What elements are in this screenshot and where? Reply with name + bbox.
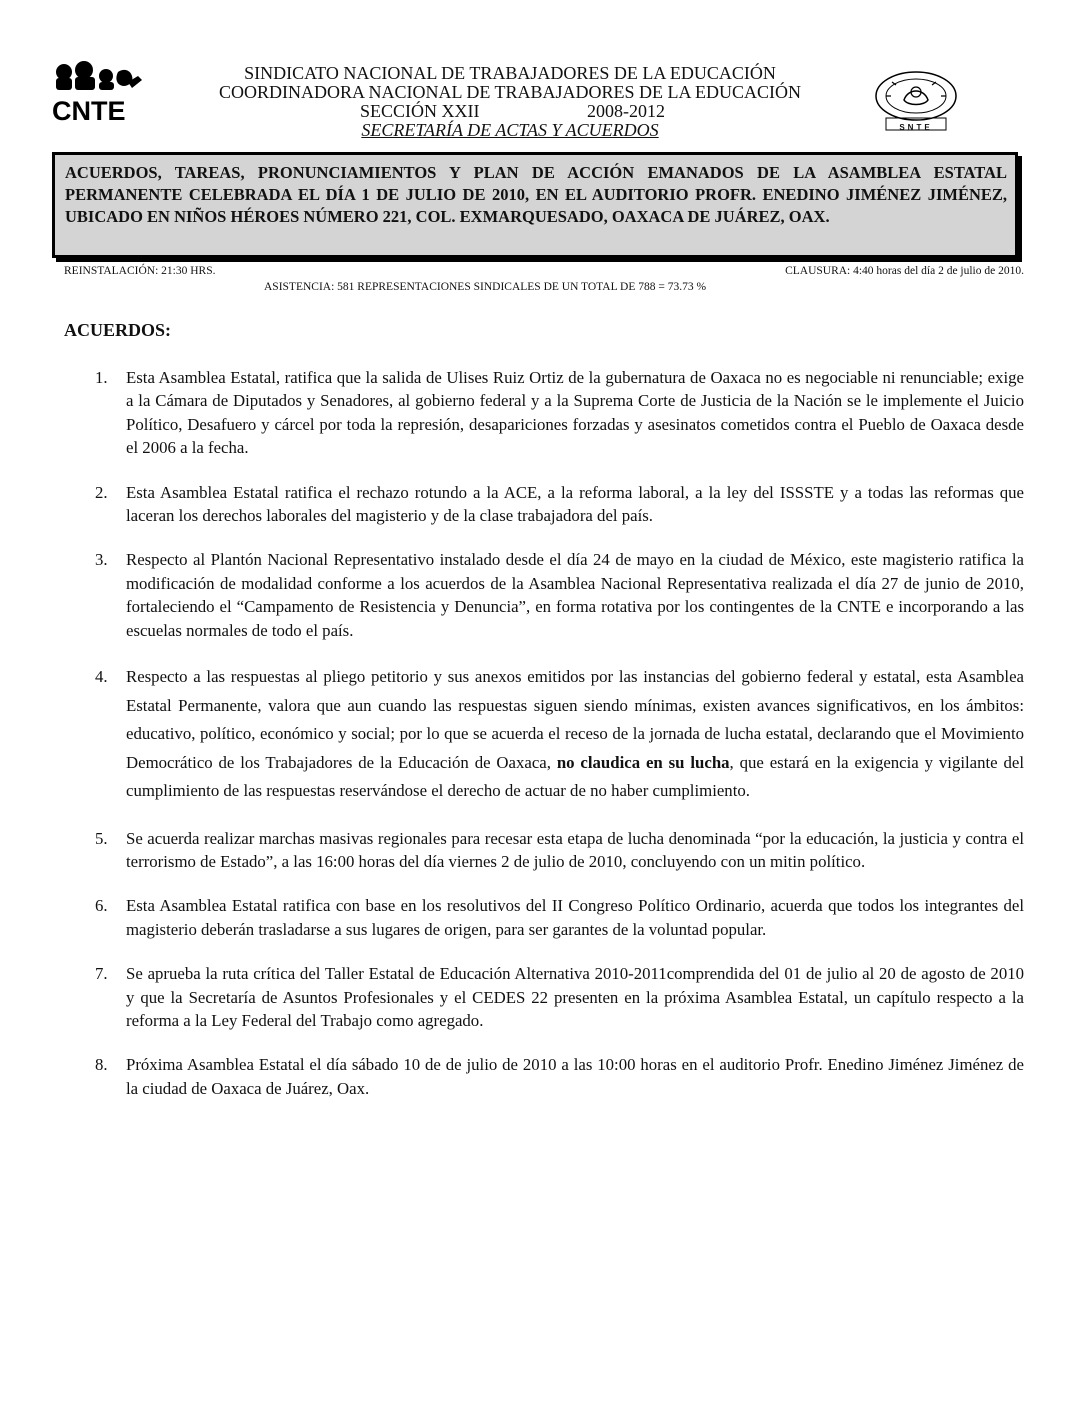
item-text: Próxima Asamblea Estatal el día sábado 10 de de julio de 2010 a las 10:00 horas en el auditorio Profr. Enedino Jiménez Jiménez de la ciudad de Oaxaca de Juárez, Oax. [126,1055,1024,1098]
item-number: 6. [95,896,108,916]
item-number: 5. [95,828,108,848]
item-text: Respecto a las respuestas al pliego petitorio y sus anexos emitidos por las instancias del gobierno federal y estatal, esta Asamblea Estatal Permanente, valora que aun cuando las respuestas siguen siendo mínimas, existen avances significativos, en los ámbitos: educativo, político, económico y social; por lo que se acuerda el receso de la jornada de lucha estatal, declarando que el Movimiento Democrático de los Trabajadores de la Educación de Oaxaca, [126,667,1024,772]
list-item [95,548,1024,642]
period-label: 2008-2012 [587,101,665,121]
clausura-text: CLAUSURA: 4:40 horas del día 2 de julio de 2010. [785,265,1024,277]
header-line-1: SINDICATO NACIONAL DE TRABAJADORES DE LA EDUCACIÓN [244,63,776,83]
item-text: Esta Asamblea Estatal, ratifica que la salida de Ulises Ruiz Ortiz de la gubernatura de Oaxaca no es negociable ni renunciable; exige a la Cámara de Diputados y Senadores, al gobierno federal y a la Suprema Corte de Justicia de la Nación se le implemente el Juicio Político, Desafuero y cárcel por toda la represión, desapariciones forzadas y asesinatos cometidos contra el Pueblo de Oaxaca desde el 2006 a la fecha. [126,368,1024,458]
seccion-label: SECCIÓN XXII [360,101,480,121]
document-title: ACUERDOS, TAREAS, PRONUNCIAMIENTOS Y PLAN DE ACCIÓN EMANADOS DE LA ASAMBLEA ESTATAL PERMANENTE CELEBRADA EL DÍA 1 DE JULIO DE 2010, EN EL AUDITORIO PROFR. ENEDINO JIMÉNEZ JIMÉNEZ, UBICADO EN NIÑOS HÉROES NÚMERO 221, COL. EXMARQUESADO, OAXACA DE JUÁREZ, OAX. [65,163,1007,226]
list-item [95,962,1024,1032]
item-text: Esta Asamblea Estatal ratifica con base en los resolutivos del II Congreso Político Ordinario, acuerda que todos los integrantes del magisterio deberán trasladarse a sus lugares de origen, para ser garantes de la voluntad popular. [126,896,1024,939]
reinstalacion-text: REINSTALACIÓN: 21:30 HRS. [64,265,216,277]
item-number: 4. [95,667,108,687]
list-item [95,894,1024,941]
cnte-logo [50,58,150,124]
item-text: Se aprueba la ruta crítica del Taller Estatal de Educación Alternativa 2010-2011comprendida del 01 de julio al 20 de agosto de 2010 y que la Secretaría de Asuntos Profesionales y el CEDES 22 presenten en la próxima Asamblea Estatal, un capítulo respecto a la reforma a la Ley Federal del Trabajo como agregado. [126,964,1024,1030]
item-text: Respecto al Plantón Nacional Representativo instalado desde el día 24 de mayo en la ciudad de México, este magisterio ratifica la modificación de modalidad conforme a los acuerdos de la Asamblea Nacional Representativa realizada el día 27 de junio de 2010, fortaleciendo el “Campamento de Resistencia y Denuncia”, en forma rotativa por los contingentes de la CNTE e incorporando a las escuelas normales de todo el país. [126,550,1024,640]
document-header [160,64,860,140]
acuerdos-list [95,366,1024,1121]
item-number: 1. [95,368,108,387]
list-item [95,1053,1024,1100]
item-text: Esta Asamblea Estatal ratifica el rechazo rotundo a la ACE, a la reforma laboral, a la ley del ISSSTE y a todas las reformas que laceran los derechos laborales del magisterio y de la clase trabajadora del país. [126,482,1024,526]
list-item [95,663,1024,806]
item-text: Se acuerda realizar marchas masivas regionales para recesar esta etapa de lucha denominada “por la educación, la justicia y contra el terrorismo de Estado”, a las 16:00 horas del día viernes 2 de julio de 2010, concluyendo con un mitin político. [126,828,1024,871]
item-number: 2. [95,482,108,502]
item-number: 8. [95,1055,108,1075]
acuerdos-heading: ACUERDOS: [64,320,172,340]
asistencia-text: ASISTENCIA: 581 REPRESENTACIONES SINDICALES DE UN TOTAL DE 788 = 73.73 % [264,281,707,293]
list-item [95,827,1024,874]
item-number: 7. [95,964,108,984]
snte-seal [872,70,960,132]
title-box [52,152,1018,258]
list-item [95,366,1024,460]
svg-text:CNTE: CNTE [52,96,126,124]
snte-seal-text: SNTE [899,123,933,132]
list-item [95,481,1024,528]
item-text: , que estará en la exigencia y vigilante del cumplimiento de las respuestas reservándose el derecho de actuar de no haber cumplimiento. [126,752,1024,801]
header-line-2: COORDINADORA NACIONAL DE TRABAJADORES DE LA EDUCACIÓN [218,82,801,102]
item-number: 3. [95,550,108,570]
secretaria-title: SECRETARÍA DE ACTAS Y ACUERDOS [361,120,659,140]
header-line-3 [160,102,860,121]
item-text-bold: no claudica en su lucha [556,752,730,772]
